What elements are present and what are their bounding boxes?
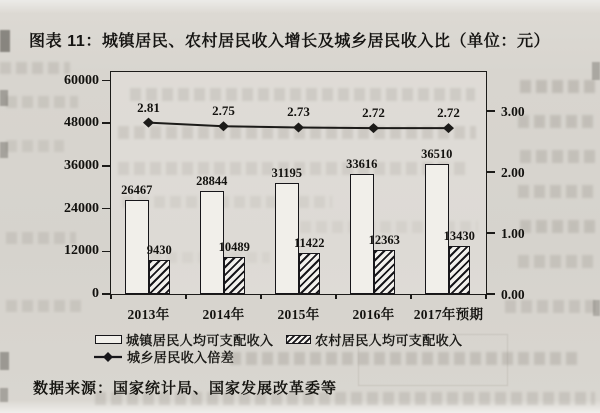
x-axis-tick — [335, 294, 337, 299]
rural-bar-value-label: 10489 — [218, 239, 250, 254]
ratio-value-label: 2.75 — [212, 103, 235, 119]
legend-label-rural: 农村居民人均可支配收入 — [315, 333, 463, 348]
x-axis-label: 2015年 — [277, 307, 320, 322]
y-axis-label-left: 60000 — [64, 72, 99, 88]
rural-bar-value-label: 13430 — [443, 229, 475, 244]
y-axis-tick-left — [102, 80, 111, 82]
rural-bar-swatch-icon — [286, 335, 311, 344]
y-axis-label-right: 2.00 — [501, 165, 525, 180]
urban-bar-value-label: 28844 — [196, 174, 228, 189]
data-source: 数据来源：国家统计局、国家发展改革委等 — [33, 380, 338, 397]
y-axis-label-left: 0 — [92, 286, 99, 301]
urban-bar-swatch-icon — [95, 335, 122, 344]
ratio-marker-diamond — [368, 123, 379, 133]
y-axis-label-left: 12000 — [64, 243, 99, 259]
y-axis-tick-right — [486, 293, 495, 295]
ratio-marker-diamond — [443, 123, 454, 133]
x-axis-tick — [260, 294, 262, 299]
rural-bar-value-label: 11422 — [293, 236, 325, 251]
urban-bar-value-label: 31195 — [271, 165, 303, 180]
rural-bar-value-label: 9430 — [146, 243, 172, 258]
ratio-marker-diamond — [218, 121, 229, 131]
ratio-value-label: 2.81 — [137, 99, 160, 115]
urban-bar-value-label: 33616 — [346, 157, 378, 172]
ratio-line-svg — [111, 72, 486, 294]
legend-label-urban: 城镇居民人均可支配收入 — [126, 333, 274, 348]
x-axis-tick — [485, 294, 487, 299]
urban-bar-value-label: 36510 — [421, 147, 453, 162]
x-axis-label: 2013年 — [127, 307, 170, 322]
y-axis-label-right: 3.00 — [501, 104, 525, 119]
y-axis-tick-left — [102, 251, 111, 253]
ratio-value-label: 2.72 — [362, 105, 385, 121]
y-axis-tick-left — [102, 208, 111, 210]
ratio-marker-diamond — [293, 122, 304, 132]
chart-title: 图表 11：城镇居民、农村居民收入增长及城乡居民收入比（单位：元） — [29, 33, 551, 50]
ratio-value-label: 2.73 — [287, 104, 310, 120]
y-axis-label-right: 1.00 — [501, 226, 525, 241]
y-axis-label-left: 24000 — [64, 200, 99, 216]
x-axis-tick — [110, 294, 112, 299]
urban-bar-value-label: 26467 — [121, 182, 153, 197]
x-axis-label: 2014年 — [202, 307, 245, 322]
legend-label-ratio: 城乡居民收入倍差 — [127, 350, 235, 365]
legend-item-rural — [286, 330, 462, 349]
ratio-value-label: 2.72 — [437, 105, 460, 121]
ratio-marker-diamond — [143, 118, 154, 128]
y-axis-label-left: 48000 — [64, 115, 99, 131]
y-axis-tick-right — [486, 110, 495, 112]
y-axis-label-right: 0.00 — [501, 287, 525, 302]
y-axis-tick-left — [102, 122, 111, 124]
y-axis-tick-right — [486, 171, 495, 173]
x-axis-label: 2017年预期 — [413, 307, 484, 322]
x-axis-label: 2016年 — [352, 307, 395, 322]
rural-bar-value-label: 12363 — [368, 233, 400, 247]
legend-item-ratio — [93, 347, 234, 366]
line-diamond-swatch-icon — [93, 350, 123, 364]
plot-area — [64, 71, 525, 322]
x-axis-tick — [185, 294, 187, 299]
y-axis-tick-left — [102, 165, 111, 167]
x-axis-tick — [410, 294, 412, 299]
y-axis-label-left: 36000 — [64, 157, 99, 173]
